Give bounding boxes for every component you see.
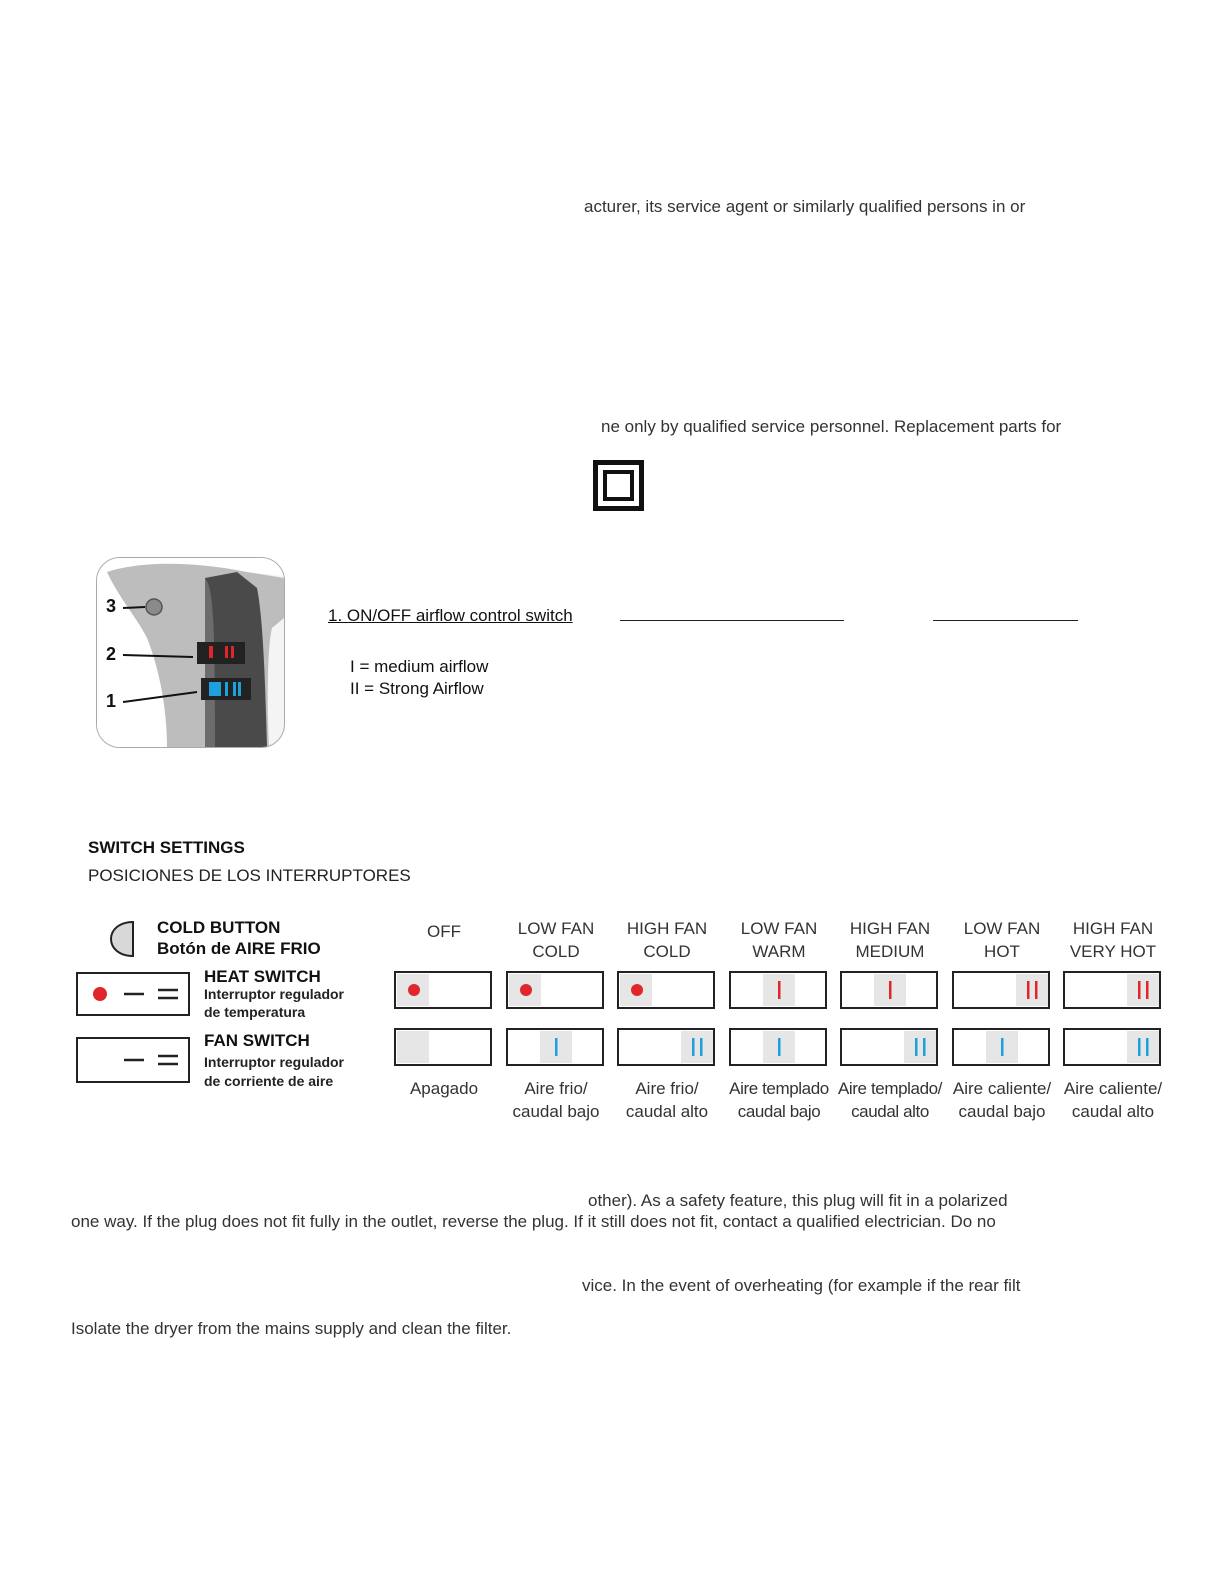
heat-switch-position-5	[952, 971, 1050, 1009]
heat-switch-position-4	[840, 971, 938, 1009]
heat-switch-position-6	[1063, 971, 1161, 1009]
setting-spanish-label	[494, 1077, 618, 1123]
legend-fan-title: FAN SWITCH	[204, 1031, 310, 1050]
heat-switch-position-0	[394, 971, 492, 1009]
text-fragment-plug-fit: one way. If the plug does not fit fully in the outlet, reverse the plug. If it still does not fit, contact a qualified electrician. Do no	[71, 1212, 996, 1231]
heat-switch-position-1	[506, 971, 604, 1009]
fan-switch-position-0	[394, 1028, 492, 1066]
setting-spanish-line1: Aire templado/	[837, 1079, 942, 1098]
switch-settings-subtitle: POSICIONES DE LOS INTERRUPTORES	[88, 866, 411, 885]
setting-spanish-line2: caudal alto	[1071, 1102, 1155, 1121]
control-item-onoff: 1. ON/OFF airflow control switch	[328, 606, 573, 625]
switch-settings-title: SWITCH SETTINGS	[88, 838, 245, 857]
fan-switch-position-3	[729, 1028, 827, 1066]
legend-heat-switch-icon	[76, 970, 190, 1018]
airflow-strong-text: II = Strong Airflow	[350, 679, 484, 698]
setting-spanish-line1: Aire caliente/	[1063, 1079, 1163, 1098]
airflow-medium-text: I = medium airflow	[350, 657, 489, 676]
heat-dot-icon	[408, 984, 420, 996]
text-fragment-service: acturer, its service agent or similarly qualified persons in or	[584, 197, 1026, 216]
setting-heading-line1: OFF	[427, 922, 461, 941]
dryer-handle-illustration	[96, 557, 285, 748]
text-fragment-overheating: vice. In the event of overheating (for example if the rear filt	[582, 1276, 1021, 1295]
setting-spanish-line2: caudal alto	[625, 1102, 709, 1121]
setting-heading-line1: HIGH FAN	[626, 919, 708, 938]
setting-spanish-line1: Aire frio/	[524, 1079, 588, 1098]
setting-heading-line2: VERY HOT	[1069, 942, 1157, 961]
callout-3: 3	[106, 596, 117, 616]
setting-spanish-label	[382, 1077, 506, 1100]
heat-switch-position-3	[729, 971, 827, 1009]
setting-spanish-line1: Apagado	[409, 1079, 479, 1098]
setting-spanish-line2: caudal alto	[851, 1102, 929, 1121]
setting-heading-line1: HIGH FAN	[1072, 919, 1154, 938]
double-insulation-icon	[593, 460, 644, 511]
setting-heading-line1: HIGH FAN	[849, 919, 931, 938]
text-fragment-replacement: ne only by qualified service personnel. Replacement parts for	[601, 417, 1062, 436]
fan-switch-position-5	[952, 1028, 1050, 1066]
fan-switch-position-4	[840, 1028, 938, 1066]
setting-heading	[830, 917, 950, 963]
callout-1: 1	[106, 691, 117, 711]
legend-heat-title: HEAT SWITCH	[204, 967, 321, 986]
underline-blank-2	[933, 620, 1078, 621]
legend-cold-title: COLD BUTTON	[157, 918, 281, 937]
setting-spanish-line2: caudal bajo	[737, 1102, 821, 1121]
legend-fan-sub2: de corriente de aire	[204, 1073, 334, 1089]
setting-spanish-label	[1051, 1077, 1175, 1123]
heat-dot-icon	[631, 984, 643, 996]
setting-spanish-line1: Aire templado	[729, 1079, 829, 1098]
cold-button-icon	[109, 920, 135, 958]
setting-heading	[496, 917, 616, 963]
setting-heading-line2: MEDIUM	[855, 942, 925, 961]
heat-switch-position-2	[617, 971, 715, 1009]
setting-heading	[1053, 917, 1173, 963]
legend-fan-switch-icon	[76, 1035, 190, 1085]
setting-heading-line2: COLD	[643, 942, 691, 961]
setting-heading-line2: COLD	[532, 942, 580, 961]
setting-heading-line2: HOT	[984, 942, 1020, 961]
text-fragment-polarized: other). As a safety feature, this plug will fit in a polarized	[588, 1191, 1008, 1210]
fan-switch-position-6	[1063, 1028, 1161, 1066]
setting-spanish-line2: caudal bajo	[512, 1102, 600, 1121]
fan-switch-position-1	[506, 1028, 604, 1066]
fan-switch-position-2	[617, 1028, 715, 1066]
setting-spanish-label	[605, 1077, 729, 1123]
callout-2: 2	[106, 644, 117, 664]
text-fragment-isolate: Isolate the dryer from the mains supply and clean the filter.	[71, 1319, 512, 1338]
legend-fan-sub1: Interruptor regulador	[204, 1054, 345, 1070]
legend-heat-sub2: de temperatura	[204, 1004, 306, 1020]
setting-heading	[942, 917, 1062, 963]
legend-heat-sub1: Interruptor regulador	[204, 986, 345, 1002]
setting-heading-line1: LOW FAN	[517, 919, 595, 938]
setting-heading-line1: LOW FAN	[740, 919, 818, 938]
setting-heading	[384, 917, 504, 943]
setting-spanish-line2: caudal bajo	[958, 1102, 1046, 1121]
setting-spanish-label	[717, 1077, 841, 1123]
setting-spanish-label	[940, 1077, 1064, 1123]
setting-spanish-label	[828, 1077, 952, 1123]
setting-spanish-line1: Aire frio/	[635, 1079, 699, 1098]
setting-heading-line2: WARM	[752, 942, 806, 961]
setting-spanish-line1: Aire caliente/	[952, 1079, 1052, 1098]
setting-heading	[719, 917, 839, 963]
legend-cold-sub: Botón de AIRE FRIO	[157, 939, 321, 958]
setting-heading-line1: LOW FAN	[963, 919, 1041, 938]
heat-dot-icon	[520, 984, 532, 996]
setting-heading	[607, 917, 727, 963]
underline-blank-1	[620, 620, 844, 621]
